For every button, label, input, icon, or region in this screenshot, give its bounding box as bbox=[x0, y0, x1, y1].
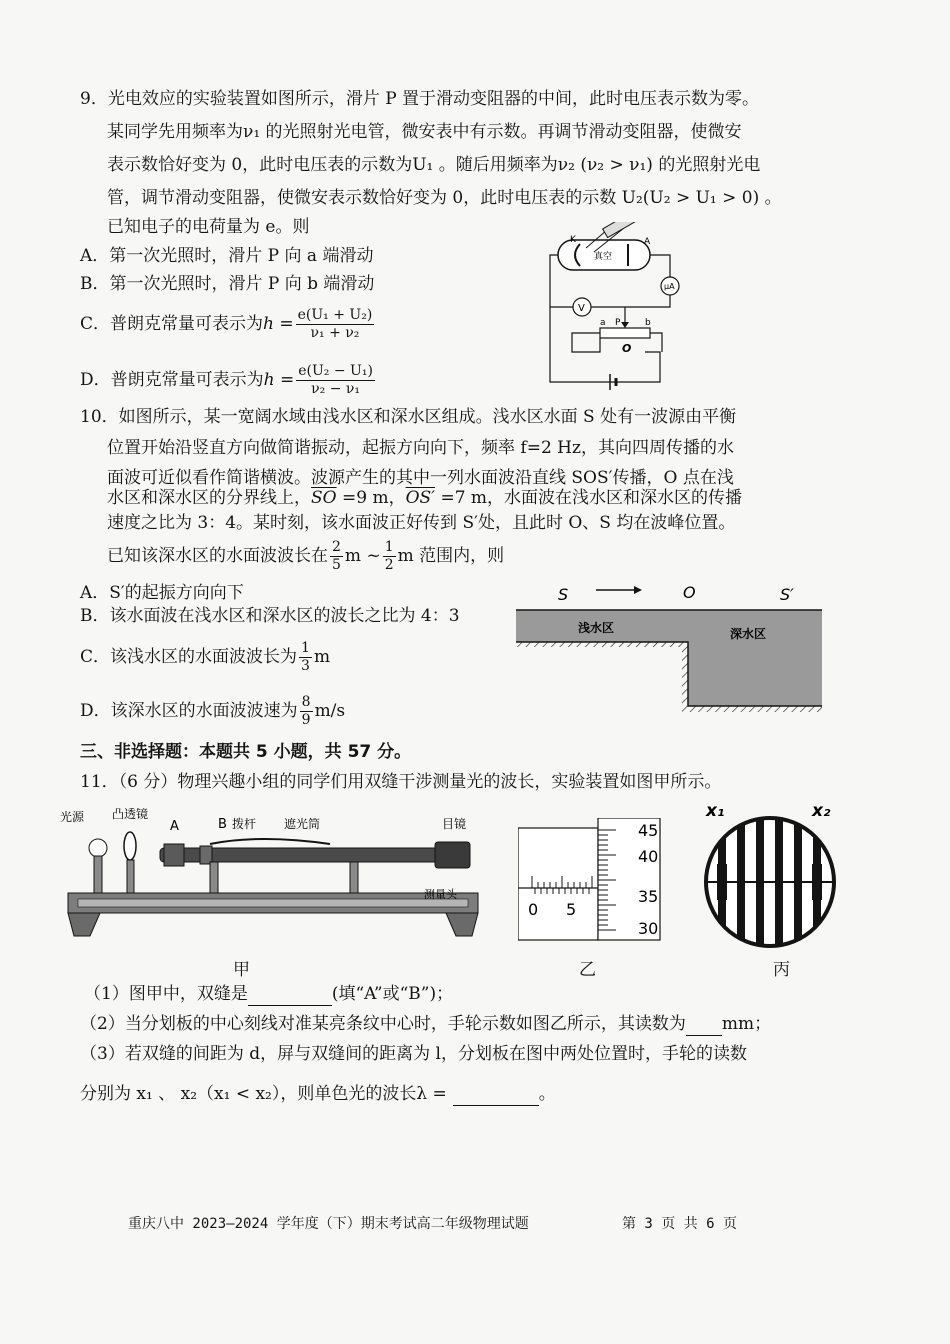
q11-stem: 11．（6 分）物理兴趣小组的同学们用双缝干涉测量光的波长，实验装置如图甲所示。 bbox=[80, 772, 722, 792]
bench-scale bbox=[78, 899, 468, 907]
label-o: O bbox=[622, 342, 632, 355]
point-s-prime: S′ bbox=[780, 585, 794, 604]
q9-stem-line-2: 某同学先用频率为ν₁ 的光照射光电管，微安表中有示数。再调节滑动变阻器，使微安 bbox=[107, 122, 742, 142]
label-p: P bbox=[615, 318, 621, 328]
wire-anode bbox=[650, 255, 670, 278]
q9-option-a: A．第一次光照时，滑片 P 向 a 端滑动 bbox=[80, 246, 374, 266]
thimble-label-35: 35 bbox=[638, 887, 659, 906]
fraction-two-fifths-den: 5 bbox=[332, 557, 341, 573]
step-hatch bbox=[682, 642, 688, 712]
label-shield-tube: 遮光筒 bbox=[284, 817, 321, 831]
q9-option-d-lhs: h = bbox=[263, 370, 295, 390]
component-b bbox=[200, 846, 212, 864]
q10-line4-c: =7 m，水面波在浅水区和深水区的传播 bbox=[435, 488, 743, 508]
label-voltmeter: V bbox=[578, 303, 585, 314]
sleeve-label-5: 5 bbox=[566, 900, 577, 919]
thimble-label-40: 40 bbox=[638, 847, 659, 866]
slider-p-icon bbox=[621, 322, 629, 328]
footer-exam-title: 重庆八中 2023—2024 学年度（下）期末考试高二年级物理试题 bbox=[128, 1216, 529, 1232]
lens-icon bbox=[124, 832, 136, 860]
q10-line4-b: =9 m， bbox=[336, 488, 406, 508]
fraction-one-half bbox=[383, 539, 396, 574]
q9-option-c-numerator: e(U₁ + U₂) bbox=[297, 307, 373, 323]
fraction-two-fifths-num: 2 bbox=[332, 539, 341, 555]
q9-option-c-fraction bbox=[296, 307, 375, 342]
q10-option-c-a: C．该浅水区的水面波波长为 bbox=[80, 647, 298, 667]
component-a bbox=[164, 844, 184, 866]
fraction-one-third bbox=[299, 640, 312, 675]
q10-stem-line-5: 速度之比为 3：4。某时刻，该水面波正好传到 S′处，且此时 O、S 均在波峰位置。 bbox=[107, 513, 736, 533]
q10-option-d-a: D．该深水区的水面波波速为 bbox=[80, 701, 298, 721]
q10-line6-b: m 范围内，则 bbox=[397, 546, 505, 566]
q10-line4-a: 水区和深水区的分界线上， bbox=[107, 488, 311, 508]
caption-yi: 乙 bbox=[579, 960, 596, 980]
sleeve-label-0: 0 bbox=[528, 900, 539, 919]
q10-stem-line-3: 面波可近似看作简谐横波。波源产生的其中一列水面波沿直线 SOS′传播，O 点在浅 bbox=[107, 468, 734, 488]
bench-left-foot bbox=[68, 913, 100, 936]
q11-part-1-blank[interactable] bbox=[248, 983, 332, 1006]
q9-option-d-prefix: D．普朗克常量可表示为 bbox=[80, 370, 264, 390]
photoelectric-circuit-figure bbox=[540, 222, 700, 394]
q11-part-2-blank[interactable] bbox=[686, 1013, 722, 1036]
q9-option-c bbox=[80, 302, 376, 346]
fraction-eight-ninths-num: 8 bbox=[301, 694, 311, 710]
fraction-two-fifths bbox=[330, 539, 343, 574]
fraction-one-third-den: 3 bbox=[301, 658, 310, 674]
q10-option-d bbox=[80, 689, 345, 733]
fringe-stripes bbox=[700, 800, 846, 950]
label-vacuum: 真空 bbox=[594, 252, 613, 262]
label-microammeter: μA bbox=[664, 282, 675, 291]
q9-option-b: B．第一次光照时，滑片 P 向 b 端滑动 bbox=[80, 274, 375, 294]
q11-part-3-cont-a: 分别为 x₁ 、 x₂（x₁ < x₂），则单色光的波长λ = bbox=[80, 1084, 447, 1104]
label-shallow: 浅水区 bbox=[578, 621, 615, 635]
q9-option-d bbox=[80, 358, 377, 402]
q10-stem-line-2: 位置开始沿竖直方向做简谐振动，起振方向向下，频率 f=2 Hz，其向四周传播的水 bbox=[107, 438, 734, 458]
deep-region bbox=[688, 610, 822, 706]
q11-part-3-cont bbox=[80, 1083, 556, 1106]
label-x2: x₂ bbox=[812, 801, 831, 821]
fraction-eight-ninths-den: 9 bbox=[301, 712, 311, 728]
measuring-head bbox=[435, 842, 470, 868]
label-b-end: b bbox=[645, 318, 651, 328]
label-b: B bbox=[218, 817, 227, 832]
q10-option-c-b: m bbox=[313, 647, 331, 667]
shallow-bed-hatch bbox=[516, 642, 682, 647]
fraction-one-half-den: 2 bbox=[384, 557, 394, 573]
water-area-figure bbox=[516, 580, 822, 718]
q9-stem-line-5: 已知电子的电荷量为 e。则 bbox=[107, 217, 310, 237]
segment-os: OS′ bbox=[405, 488, 436, 508]
tube-stand-1 bbox=[210, 862, 218, 893]
label-convex-lens: 凸透镜 bbox=[112, 808, 149, 821]
fringe-pattern-figure bbox=[700, 800, 846, 950]
source-stand bbox=[94, 856, 102, 893]
q9-option-c-denominator: ν₁ + ν₂ bbox=[310, 325, 360, 341]
lever-rod bbox=[210, 839, 330, 844]
arrow-head-icon bbox=[634, 586, 642, 594]
q10-option-a: A．S′的起振方向向下 bbox=[80, 583, 244, 603]
rheostat-left-wire bbox=[572, 333, 600, 352]
fraction-one-third-num: 1 bbox=[301, 640, 310, 656]
thimble-label-45: 45 bbox=[638, 821, 659, 840]
label-x1: x₁ bbox=[706, 801, 725, 821]
rheostat bbox=[600, 328, 650, 338]
q10-option-c bbox=[80, 635, 330, 679]
tube-stand-2 bbox=[350, 862, 358, 893]
wire-meter bbox=[625, 295, 670, 307]
deep-bed-hatch bbox=[688, 706, 822, 712]
q10-option-b: B．该水面波在浅水区和深水区的波长之比为 4：3 bbox=[80, 606, 460, 626]
q11-part-1 bbox=[84, 983, 453, 1006]
q9-option-d-fraction bbox=[296, 363, 375, 398]
label-deep: 深水区 bbox=[730, 627, 767, 641]
bench-right-foot bbox=[446, 913, 478, 936]
label-a-end: a bbox=[600, 318, 606, 328]
fraction-one-half-num: 1 bbox=[384, 539, 394, 555]
footer-page-number: 第 3 页 共 6 页 bbox=[622, 1216, 738, 1232]
q10-line6-a: 已知该深水区的水面波波长在 bbox=[107, 546, 328, 566]
double-slit-apparatus-figure bbox=[60, 808, 490, 943]
q10-stem-line-6 bbox=[107, 534, 504, 578]
label-a: A bbox=[170, 819, 179, 834]
label-k: K bbox=[570, 235, 576, 245]
bulb-icon bbox=[89, 839, 107, 857]
label-a: A bbox=[644, 237, 651, 247]
q11-part-2-a: （2）当分划板的中心刻线对准某亮条纹中心时，手轮示数如图乙所示，其读数为 bbox=[80, 1014, 686, 1034]
q9-stem-line-4: 管，调节滑动变阻器，使微安表示数恰好变为 0，此时电压表的示数 U₂(U₂ > U₁ > 0) 。 bbox=[107, 188, 782, 208]
q11-part-2 bbox=[80, 1013, 771, 1036]
q10-stem-line-1: 10．如图所示，某一宽阔水域由浅水区和深水区组成。浅水区水面 S 处有一波源由平衡 bbox=[80, 407, 737, 427]
section-3-heading: 三、非选择题：本题共 5 小题，共 57 分。 bbox=[80, 742, 412, 762]
q9-option-c-lhs: h = bbox=[263, 314, 294, 334]
label-measuring-head: 测量头 bbox=[424, 888, 457, 901]
q9-stem-line-3: 表示数恰好变为 0，此时电压表的示数为U₁ 。随后用频率为ν₂ (ν₂ > ν₁) 的光照射光电 bbox=[107, 155, 761, 175]
q11-part-2-b: mm； bbox=[721, 1014, 772, 1034]
point-s: S bbox=[558, 585, 569, 604]
caption-bing: 丙 bbox=[773, 960, 790, 980]
q9-option-d-denominator: ν₂ − ν₁ bbox=[311, 381, 361, 397]
light-source bbox=[603, 222, 637, 238]
point-o: O bbox=[683, 583, 696, 602]
q9-option-d-numerator: e(U₂ − U₁) bbox=[298, 363, 373, 379]
q11-part-3-blank[interactable] bbox=[453, 1083, 539, 1106]
label-eyepiece: 目镜 bbox=[442, 817, 467, 831]
thimble-label-30: 30 bbox=[638, 919, 659, 938]
q10-line6-m: m ~ bbox=[344, 546, 381, 566]
caption-jia: 甲 bbox=[233, 960, 250, 980]
fraction-eight-ninths bbox=[300, 694, 313, 729]
q9-option-c-prefix: C．普朗克常量可表示为 bbox=[80, 314, 264, 334]
q11-part-1-b: (填“A”或“B”)； bbox=[331, 984, 454, 1004]
rheostat-right-wire bbox=[650, 333, 662, 352]
q10-option-d-b: m/s bbox=[314, 701, 346, 721]
q11-part-3: （3）若双缝的间距为 d，屏与双缝间的距离为 l，分划板在图中两处位置时，手轮的读数 bbox=[80, 1044, 747, 1064]
label-lever: 拨杆 bbox=[232, 817, 257, 831]
q11-part-1-a: （1）图甲中，双缝是 bbox=[84, 984, 248, 1004]
q10-stem-line-4 bbox=[107, 487, 742, 509]
q11-part-3-cont-b: 。 bbox=[538, 1084, 556, 1104]
q9-stem-line-1: 9．光电效应的实验装置如图所示，滑片 P 置于滑动变阻器的中间，此时电压表示数为零。 bbox=[80, 89, 760, 109]
lens-stand bbox=[127, 860, 134, 893]
label-light-source: 光源 bbox=[60, 810, 85, 824]
segment-so: $\overline{SO}$ bbox=[311, 488, 337, 508]
micrometer-figure bbox=[518, 818, 668, 942]
